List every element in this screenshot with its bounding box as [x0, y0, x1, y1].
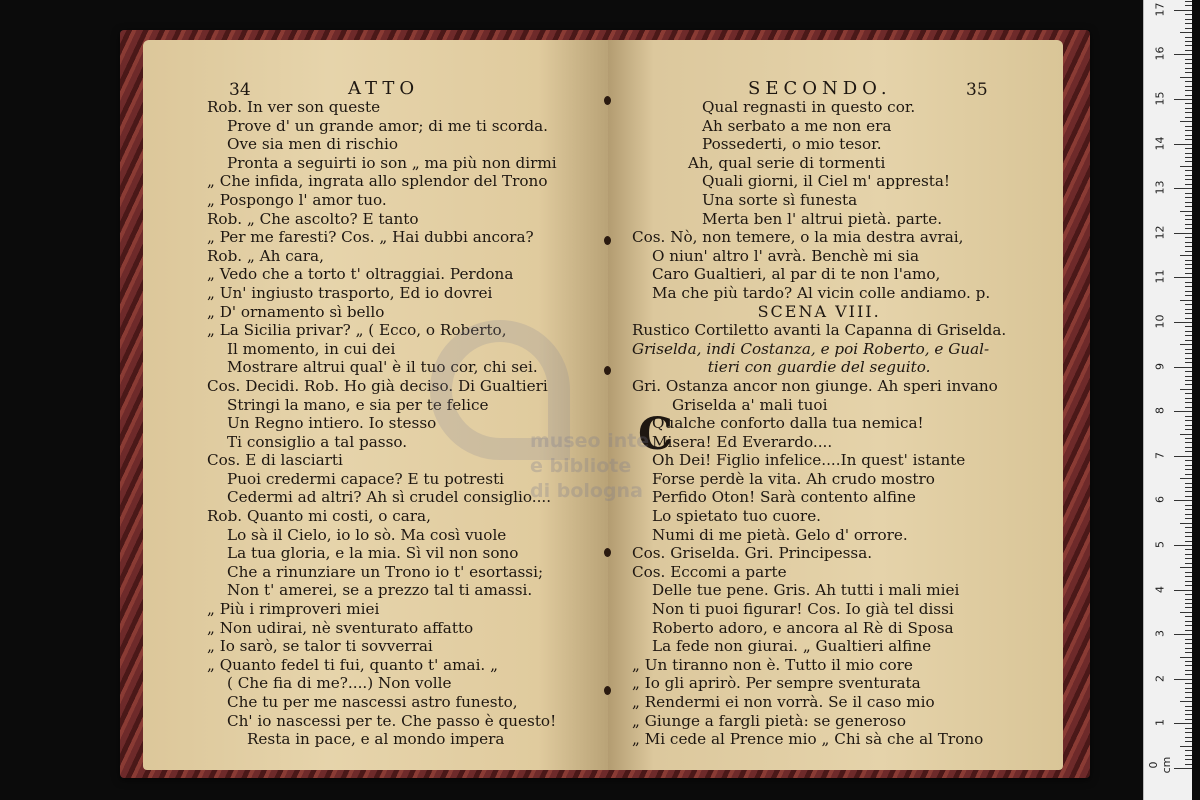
- ruler-tick: [1185, 474, 1192, 475]
- ruler-tick: [1185, 652, 1192, 653]
- right-text-line: SCENA VIII.: [757, 301, 881, 321]
- ruler-tick: [1185, 451, 1192, 452]
- ruler-tick: [1185, 161, 1192, 162]
- ruler-tick: [1185, 438, 1192, 439]
- ruler-tick: [1185, 639, 1192, 640]
- ruler-tick: [1185, 224, 1192, 225]
- ruler-tick: [1185, 670, 1192, 671]
- ruler-tick: [1185, 536, 1192, 537]
- ruler-tick: [1185, 86, 1192, 87]
- right-text-line: Ma che più tardo? Al vicin colle andiamo. p.: [652, 283, 991, 302]
- ruler-tick: [1174, 277, 1192, 278]
- ruler-tick: [1180, 255, 1192, 256]
- right-text-line: Perfido Oton! Sarà contento alfine: [652, 488, 916, 507]
- ruler-tick: [1185, 594, 1192, 595]
- ruler-tick: [1185, 108, 1192, 109]
- ruler-tick: [1174, 723, 1192, 724]
- ruler-tick: [1185, 532, 1192, 533]
- ruler-number: 6: [1153, 496, 1167, 504]
- left-text-line: Resta in pace, e al mondo impera: [247, 730, 505, 749]
- right-text-line: Cos. Griselda. Gri. Principessa.: [632, 544, 873, 563]
- right-text-line: „ Mi cede al Prence mio „ Chi sà che al Trono: [632, 730, 984, 749]
- ruler-tick: [1185, 460, 1192, 461]
- ruler-tick: [1185, 719, 1192, 720]
- ruler-tick: [1185, 130, 1192, 131]
- ruler-number: 13: [1153, 180, 1167, 195]
- ruler-tick: [1185, 576, 1192, 577]
- watermark-line: museo inte: [530, 430, 650, 452]
- ruler-tick: [1185, 518, 1192, 519]
- right-text-line: Merta ben l' altrui pietà. parte.: [702, 209, 943, 228]
- ruler-tick: [1185, 393, 1192, 394]
- ruler-number: 9: [1153, 362, 1167, 370]
- right-text-line: Gri. Ostanza ancor non giunge. Ah speri invano: [632, 376, 998, 395]
- left-text-line: Rob. „ Ah cara,: [207, 246, 324, 265]
- ruler-tick: [1185, 157, 1192, 158]
- ruler-tick: [1185, 648, 1192, 649]
- left-text-line: „ Vedo che a torto t' oltraggiai. Perdona: [207, 265, 514, 284]
- ruler-tick: [1185, 179, 1192, 180]
- left-text-line: Rob. „ Che ascolto? E tanto: [207, 209, 419, 228]
- ruler-tick: [1185, 554, 1192, 555]
- ruler-tick: [1185, 661, 1192, 662]
- ruler-tick: [1174, 679, 1192, 680]
- ruler-tick: [1174, 634, 1192, 635]
- ruler-tick: [1185, 764, 1192, 765]
- ruler-tick: [1185, 309, 1192, 310]
- ruler-tick: [1185, 572, 1192, 573]
- ruler-tick: [1180, 612, 1192, 613]
- binding-hole: [604, 236, 611, 245]
- right-text-line: tieri con guardie del seguito.: [707, 358, 931, 377]
- ruler-tick: [1185, 340, 1192, 341]
- right-text-line: O niun' altro l' avrà. Benchè mi sia: [652, 246, 920, 265]
- ruler-tick: [1185, 50, 1192, 51]
- left-text-line: Non t' amerei, se a prezzo tal ti amassi.: [227, 581, 533, 600]
- ruler-tick: [1185, 148, 1192, 149]
- ruler-tick: [1185, 63, 1192, 64]
- ruler-tick: [1185, 465, 1192, 466]
- left-text-line: Puoi credermi capace? E tu potresti: [227, 469, 505, 488]
- left-text-line: „ D' ornamento sì bello: [207, 302, 385, 321]
- left-text-line: „ Io sarò, se talor ti sovverrai: [207, 637, 433, 656]
- ruler-tick: [1185, 706, 1192, 707]
- ruler-tick: [1180, 389, 1192, 390]
- ruler-tick: [1185, 295, 1192, 296]
- right-text-line: Qualche conforto dalla tua nemica!: [652, 414, 924, 433]
- ruler-tick: [1185, 23, 1192, 24]
- ruler-tick: [1180, 567, 1192, 568]
- left-text-line: „ Per me faresti? Cos. „ Hai dubbi ancora?: [207, 228, 534, 247]
- ruler-tick: [1185, 384, 1192, 385]
- right-text-line: Griselda a' mali tuoi: [672, 395, 828, 414]
- ruler-tick: [1185, 692, 1192, 693]
- ruler-tick: [1185, 483, 1192, 484]
- right-text-line: Quali giorni, il Ciel m' appresta!: [702, 172, 951, 191]
- ruler-tick: [1185, 728, 1192, 729]
- ruler-tick: [1174, 411, 1192, 412]
- left-page-number: 34: [229, 80, 251, 100]
- ruler-tick: [1185, 215, 1192, 216]
- ruler-tick: [1180, 746, 1192, 747]
- ruler-tick: [1185, 514, 1192, 515]
- ruler-tick: [1185, 237, 1192, 238]
- ruler-tick: [1180, 77, 1192, 78]
- ruler-tick: [1174, 99, 1192, 100]
- ruler-number: 12: [1153, 225, 1167, 240]
- ruler-tick: [1174, 768, 1192, 769]
- ruler-tick: [1185, 759, 1192, 760]
- right-text-line: Lo spietato tuo cuore.: [652, 507, 822, 526]
- right-text-line: Qual regnasti in questo cor.: [702, 98, 916, 116]
- ruler-number: 5: [1153, 541, 1167, 548]
- ruler-tick: [1185, 402, 1192, 403]
- ruler-tick: [1185, 541, 1192, 542]
- ruler-tick: [1180, 166, 1192, 167]
- ruler-tick: [1180, 300, 1192, 301]
- ruler-tick: [1185, 353, 1192, 354]
- right-text-line: Misera! Ed Everardo....: [652, 432, 833, 451]
- ruler-tick: [1180, 121, 1192, 122]
- ruler-tick: [1185, 335, 1192, 336]
- ruler-tick: [1185, 416, 1192, 417]
- left-text-line: „ Quanto fedel ti fui, quanto t' amai. „: [207, 655, 498, 674]
- right-text-line: Cos. Eccomi a parte: [632, 562, 787, 581]
- ruler-tick: [1185, 175, 1192, 176]
- right-text-line: Una sorte sì funesta: [702, 190, 858, 209]
- left-text-line: Cos. E di lasciarti: [207, 451, 343, 470]
- ruler-number: 10: [1153, 314, 1167, 329]
- left-text-line: Il momento, in cui dei: [227, 339, 396, 358]
- left-text-line: Un Regno intiero. Io stesso: [227, 414, 437, 433]
- ruler-tick: [1185, 625, 1192, 626]
- ruler-tick: [1185, 505, 1192, 506]
- ruler-tick: [1180, 701, 1192, 702]
- ruler-number: 16: [1153, 46, 1167, 61]
- ruler-tick: [1185, 286, 1192, 287]
- ruler-tick: [1185, 688, 1192, 689]
- left-text-line: „ Pospongo l' amor tuo.: [207, 190, 387, 209]
- ruler-tick: [1185, 607, 1192, 608]
- ruler-tick: [1185, 398, 1192, 399]
- left-text-line: Cos. Decidi. Rob. Ho già deciso. Di Gualtieri: [207, 376, 548, 395]
- left-text-line: „ Che infida, ingrata allo splendor del Trono: [207, 172, 548, 191]
- ruler-tick: [1185, 246, 1192, 247]
- ruler-tick: [1174, 322, 1192, 323]
- ruler-tick: [1174, 500, 1192, 501]
- right-text-line: Numi di me pietà. Gelo d' orrore.: [652, 525, 908, 544]
- ruler-tick: [1185, 630, 1192, 631]
- ruler-tick: [1185, 581, 1192, 582]
- right-text-line: La fede non giurai. „ Gualtieri alfine: [652, 637, 932, 656]
- ruler-number: 7: [1153, 451, 1167, 459]
- ruler-tick: [1185, 376, 1192, 377]
- ruler-tick: [1185, 371, 1192, 372]
- right-text-line: „ Io gli aprirò. Per sempre sventurata: [632, 674, 921, 693]
- ruler-tick: [1185, 68, 1192, 69]
- ruler-tick: [1174, 144, 1192, 145]
- ruler-tick: [1174, 188, 1192, 189]
- ruler-tick: [1185, 282, 1192, 283]
- ruler-tick: [1180, 32, 1192, 33]
- right-page: [608, 40, 1063, 770]
- ruler-tick: [1185, 139, 1192, 140]
- ruler-tick: [1185, 268, 1192, 269]
- left-text-line: Che a rinunziare un Trono io t' esortassi;: [227, 562, 544, 581]
- ruler-tick: [1185, 407, 1192, 408]
- ruler-tick: [1185, 184, 1192, 185]
- ruler-number: 8: [1153, 407, 1167, 415]
- ruler-tick: [1185, 362, 1192, 363]
- museum-watermark: [430, 320, 650, 540]
- ruler-tick: [1185, 103, 1192, 104]
- ruler-tick: [1185, 469, 1192, 470]
- right-text-line: Roberto adoro, e ancora al Rè di Sposa: [652, 618, 954, 637]
- ruler-number: 14: [1153, 136, 1167, 151]
- left-text-line: Ove sia men di rischio: [227, 135, 398, 154]
- binding-hole: [604, 548, 611, 557]
- ruler-tick: [1185, 732, 1192, 733]
- watermark-line: e bibliote: [530, 455, 632, 477]
- ruler-tick: [1185, 420, 1192, 421]
- right-text-line: „ Rendermi ei non vorrà. Se il caso mio: [632, 693, 935, 711]
- ruler-tick: [1185, 14, 1192, 15]
- ruler-tick: [1174, 367, 1192, 368]
- ruler-tick: [1185, 558, 1192, 559]
- ruler-tick: [1185, 697, 1192, 698]
- binding-hole: [604, 686, 611, 695]
- ruler-tick: [1185, 313, 1192, 314]
- left-text-line: Cedermi ad altri? Ah sì crudel consiglio....: [227, 488, 552, 507]
- right-text-line: Cos. Nò, non temere, o la mia destra avrai,: [632, 228, 964, 247]
- ruler-tick: [1185, 318, 1192, 319]
- drop-cap: C: [638, 409, 674, 460]
- left-text-line: Ti consiglio a tal passo.: [227, 432, 408, 451]
- right-text-line: Forse perdè la vita. Ah crudo mostro: [652, 469, 935, 488]
- ruler-tick: [1185, 665, 1192, 666]
- ruler-tick: [1185, 349, 1192, 350]
- ruler-tick: [1185, 117, 1192, 118]
- left-text-line: Mostrare altrui qual' è il tuo cor, chi sei.: [227, 358, 538, 377]
- left-text-line: „ Più i rimproveri miei: [207, 600, 380, 619]
- left-text-line: „ Non udirai, nè sventurato affatto: [207, 618, 474, 637]
- ruler-tick: [1185, 193, 1192, 194]
- ruler-tick: [1185, 95, 1192, 96]
- ruler-tick: [1185, 487, 1192, 488]
- ruler-tick: [1185, 621, 1192, 622]
- ruler-tick: [1185, 442, 1192, 443]
- ruler-tick: [1185, 1, 1192, 2]
- left-text-line: Rob. In ver son queste: [207, 98, 381, 116]
- ruler-number: 1: [1153, 719, 1167, 727]
- binding-hole: [604, 96, 611, 105]
- ruler-tick: [1185, 331, 1192, 332]
- ruler-tick: [1185, 41, 1192, 42]
- ruler-tick: [1180, 478, 1192, 479]
- ruler-tick: [1180, 434, 1192, 435]
- ruler-tick: [1185, 37, 1192, 38]
- ruler-tick: [1174, 233, 1192, 234]
- ruler-tick: [1174, 456, 1192, 457]
- ruler-tick: [1185, 202, 1192, 203]
- ruler-number: 3: [1153, 630, 1167, 638]
- ruler-number: 17: [1153, 2, 1167, 17]
- ruler-tick: [1185, 59, 1192, 60]
- ruler-tick: [1185, 219, 1192, 220]
- left-text-line: Prove d' un grande amor; di me ti scorda.: [227, 116, 549, 135]
- ruler-tick: [1185, 683, 1192, 684]
- right-text-line: Griselda, indi Costanza, e poi Roberto, e Gual-: [632, 339, 990, 358]
- ruler-tick: [1185, 429, 1192, 430]
- ruler-tick: [1185, 242, 1192, 243]
- left-text-line: Pronta a seguirti io son „ ma più non dirmi: [227, 153, 557, 172]
- ruler-tick: [1185, 741, 1192, 742]
- ruler-tick: [1185, 90, 1192, 91]
- left-text-line: La tua gloria, e la mia. Sì vil non sono: [227, 544, 519, 563]
- ruler-tick: [1185, 599, 1192, 600]
- ruler-tick: [1185, 72, 1192, 73]
- ruler-tick: [1180, 523, 1192, 524]
- left-text-line: Ch' io nascessi per te. Che passo è questo!: [227, 711, 557, 730]
- ruler-tick: [1185, 710, 1192, 711]
- ruler-tick: [1185, 491, 1192, 492]
- ruler-tick: [1185, 28, 1192, 29]
- right-text-line: Caro Gualtieri, al par di te non l'amo,: [652, 265, 941, 284]
- right-text-line: Non ti puoi figurar! Cos. Io già tel dissi: [652, 600, 954, 619]
- ruler-tick: [1174, 54, 1192, 55]
- ruler-tick: [1185, 603, 1192, 604]
- left-text-line: Stringi la mano, e sia per te felice: [227, 395, 489, 414]
- ruler-tick: [1185, 273, 1192, 274]
- ruler-tick: [1185, 135, 1192, 136]
- watermark-line: di bologna: [530, 480, 643, 502]
- ruler-tick: [1185, 251, 1192, 252]
- ruler-tick: [1185, 228, 1192, 229]
- right-text-line: „ Un tiranno non è. Tutto il mio core: [632, 655, 913, 674]
- ruler-tick: [1185, 153, 1192, 154]
- ruler-tick: [1185, 197, 1192, 198]
- ruler-tick: [1174, 590, 1192, 591]
- measurement-ruler: [1143, 0, 1192, 800]
- right-text-line: Ah, qual serie di tormenti: [688, 153, 886, 172]
- ruler-tick: [1185, 380, 1192, 381]
- ruler-number: 15: [1153, 91, 1167, 106]
- ruler-tick: [1185, 750, 1192, 751]
- ruler-tick: [1174, 545, 1192, 546]
- ruler-tick: [1185, 496, 1192, 497]
- left-text-line: „ Un' ingiusto trasporto, Ed io dovrei: [207, 283, 493, 302]
- ruler-tick: [1185, 527, 1192, 528]
- ruler-tick: [1185, 112, 1192, 113]
- ruler-tick: [1185, 755, 1192, 756]
- ruler-tick: [1185, 304, 1192, 305]
- ruler-tick: [1174, 10, 1192, 11]
- ruler-tick: [1185, 737, 1192, 738]
- ruler-tick: [1185, 206, 1192, 207]
- ruler-tick: [1185, 260, 1192, 261]
- left-text-line: Rob. Quanto mi costi, o cara,: [207, 507, 431, 526]
- ruler-tick: [1180, 657, 1192, 658]
- right-page-number: 35: [966, 80, 988, 100]
- left-text-line: Che tu per me nascessi astro funesto,: [227, 693, 518, 711]
- right-running-head: SECONDO.: [748, 78, 892, 99]
- ruler-tick: [1185, 81, 1192, 82]
- ruler-tick: [1185, 509, 1192, 510]
- ruler-number: 2: [1153, 674, 1167, 682]
- ruler-tick: [1185, 126, 1192, 127]
- left-text-line: „ La Sicilia privar? „ ( Ecco, o Roberto,: [207, 321, 507, 340]
- ruler-tick: [1185, 563, 1192, 564]
- right-text-line: Oh Dei! Figlio infelice....In quest' istante: [652, 451, 966, 470]
- ruler-tick: [1185, 45, 1192, 46]
- right-text-line: Delle tue pene. Gris. Ah tutti i mali miei: [652, 581, 960, 600]
- left-text-line: ( Che fia di me?....) Non volle: [227, 674, 452, 693]
- ruler-tick: [1185, 643, 1192, 644]
- right-text-block: [632, 98, 1006, 749]
- ruler-tick: [1185, 714, 1192, 715]
- ruler-tick: [1185, 5, 1192, 6]
- ruler-number: 4: [1153, 585, 1167, 593]
- right-text-line: Ah serbato a me non era: [702, 116, 892, 135]
- ruler-tick: [1185, 19, 1192, 20]
- ruler-tick: [1185, 326, 1192, 327]
- ruler-tick: [1185, 447, 1192, 448]
- ruler-unit-label: 0 cm: [1147, 756, 1173, 774]
- ruler-tick: [1185, 616, 1192, 617]
- right-text-line: Possederti, o mio tesor.: [702, 135, 882, 154]
- ruler-tick: [1185, 585, 1192, 586]
- ruler-number: 11: [1153, 269, 1167, 284]
- left-running-head: ATTO: [348, 78, 420, 99]
- right-text-line: „ Giunge a fargli pietà: se generoso: [632, 711, 906, 730]
- ruler-tick: [1180, 211, 1192, 212]
- ruler-tick: [1185, 170, 1192, 171]
- left-text-line: Lo sà il Cielo, io lo sò. Ma così vuole: [227, 525, 507, 544]
- ruler-tick: [1185, 425, 1192, 426]
- ruler-tick: [1185, 291, 1192, 292]
- ruler-tick: [1185, 264, 1192, 265]
- ruler-tick: [1180, 344, 1192, 345]
- ruler-tick: [1185, 358, 1192, 359]
- ruler-tick: [1185, 674, 1192, 675]
- right-text-line: Rustico Cortiletto avanti la Capanna di Griselda.: [632, 321, 1007, 340]
- ruler-tick: [1185, 549, 1192, 550]
